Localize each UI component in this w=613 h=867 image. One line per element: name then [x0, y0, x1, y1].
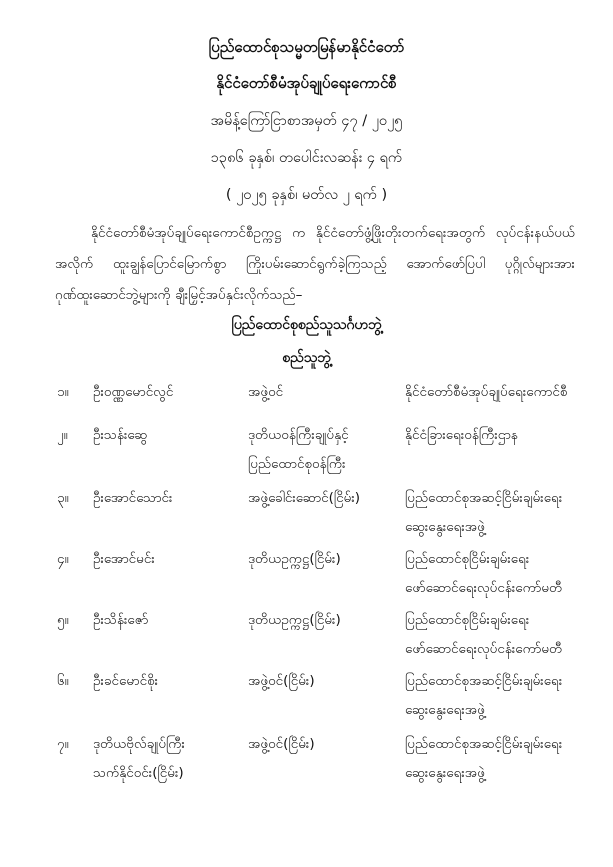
- order-number: အမိန့်ကြော်ငြာစာအမှတ် ၄၇ / ၂၀၂၅: [210, 113, 403, 129]
- recipient-position: ပြည်ထောင်စုအဆင့်ငြိမ်းချမ်းရေး: [405, 490, 563, 506]
- recipient-role: ဒုတိယဥက္ကဋ္ဌ(ငြိမ်း): [248, 612, 341, 628]
- recipient-position: ပြည်ထောင်စုအဆင့်ငြိမ်းချမ်းရေး: [405, 673, 563, 689]
- row-number: ၂။: [57, 427, 68, 443]
- recipient-role-line2: ပြည်ထောင်စုဝန်ကြီး: [248, 456, 346, 472]
- row-number: ၁။: [57, 384, 69, 400]
- award-title: ပြည်ထောင်စုစည်သူသင်္ဂဟဘွဲ့: [231, 317, 382, 333]
- recipient-role: ဒုတိယဥက္ကဋ္ဌ(ငြိမ်း): [248, 551, 341, 567]
- recipient-position-line2: ဖော်ဆောင်ရေးလုပ်ငန်းကော်မတီ: [405, 580, 563, 596]
- recipient-name: ဦးအောင်မင်း: [93, 551, 155, 567]
- intro-paragraph-text: နိုင်ငံတော်စီမံအုပ်ချုပ်ရေးကောင်စီဥက္ကဋ္ဌ က နိုင်ငံတော်ဖွံ့ဖြိုးတိုးတက်ရေးအတွက် လုပ်ငန်းနယ်ပယ်အလိုက် ထူးချွန်ပြောင်မြောက်စွာ ကြိုးပမ်းဆောင်ရွက်ခဲ့ကြသည့် အောက်ဖော်ပြပါ ပုဂ္ဂိုလ်များအား ဂုဏ်ထူးဆောင်ဘွဲ့များကို ချီးမြှင့်အပ်နှင်းလိုက်သည်–: [55, 225, 575, 303]
- country-title: ပြည်ထောင်စုသမ္မတမြန်မာနိုင်ငံတော်: [208, 38, 405, 56]
- recipient-position-line2: ဖော်ဆောင်ရေးလုပ်ငန်းကော်မတီ: [405, 641, 563, 657]
- row-number: ၅။: [57, 612, 69, 628]
- recipient-name: ဦးသန်းဆွေ: [93, 427, 148, 443]
- recipient-name: ဦးခင်မောင်စိုး: [93, 673, 159, 689]
- row-number: ၃။: [57, 490, 69, 506]
- intro-paragraph: [55, 218, 575, 311]
- recipient-role: ဒုတိယဝန်ကြီးချုပ်နှင့်: [248, 427, 349, 443]
- recipient-role: အဖွဲ့ဝင်(ငြိမ်း): [248, 673, 315, 689]
- award-subtitle: စည်သူဘွဲ့: [282, 350, 331, 366]
- council-title: နိုင်ငံတော်စီမံအုပ်ချုပ်ရေးကောင်စီ: [216, 74, 397, 92]
- date-myanmar: ၁၃၈၆ ခုနှစ်၊ တပေါင်းလဆန်း ၄ ရက်: [210, 150, 403, 166]
- recipient-role: အဖွဲ့ဝင်(ငြိမ်း): [248, 736, 315, 752]
- row-number: ၇။: [57, 736, 69, 752]
- row-number: ၄။: [57, 551, 69, 567]
- recipient-position: နိုင်ငံခြားရေးဝန်ကြီးဌာန: [405, 427, 518, 443]
- row-number: ၆။: [57, 673, 69, 689]
- recipient-position-line2: ဆွေးနွေးရေးအဖွဲ့: [405, 519, 485, 535]
- recipient-role: အဖွဲ့ခေါင်းဆောင်(ငြိမ်း): [248, 490, 361, 506]
- recipient-name: ဦးသိန်းဇော်: [93, 612, 149, 628]
- recipient-position-line2: ဆွေးနွေးရေးအဖွဲ့: [405, 765, 485, 781]
- date-gregorian: ( ၂၀၂၅ ခုနှစ်၊ မတ်လ ၂ ရက် ): [225, 187, 388, 203]
- recipient-name: ဦးဝဏ္ဏမောင်လွင်: [93, 384, 174, 400]
- recipient-name: ဒုတိယဗိုလ်ချုပ်ကြီး: [93, 736, 185, 752]
- recipient-name: ဦးအောင်သောင်း: [93, 490, 173, 506]
- recipient-role: အဖွဲ့ဝင်: [248, 384, 284, 400]
- recipient-position: ပြည်ထောင်စုငြိမ်းချမ်းရေး: [405, 551, 530, 567]
- recipient-position: ပြည်ထောင်စုငြိမ်းချမ်းရေး: [405, 612, 530, 628]
- recipient-position: နိုင်ငံတော်စီမံအုပ်ချုပ်ရေးကောင်စီ: [405, 384, 568, 400]
- recipient-position: ပြည်ထောင်စုအဆင့်ငြိမ်းချမ်းရေး: [405, 736, 563, 752]
- recipient-position-line2: ဆွေးနွေးရေးအဖွဲ့: [405, 702, 485, 718]
- recipient-name-line2: သက်နိုင်ဝင်း(ငြိမ်း): [93, 765, 184, 781]
